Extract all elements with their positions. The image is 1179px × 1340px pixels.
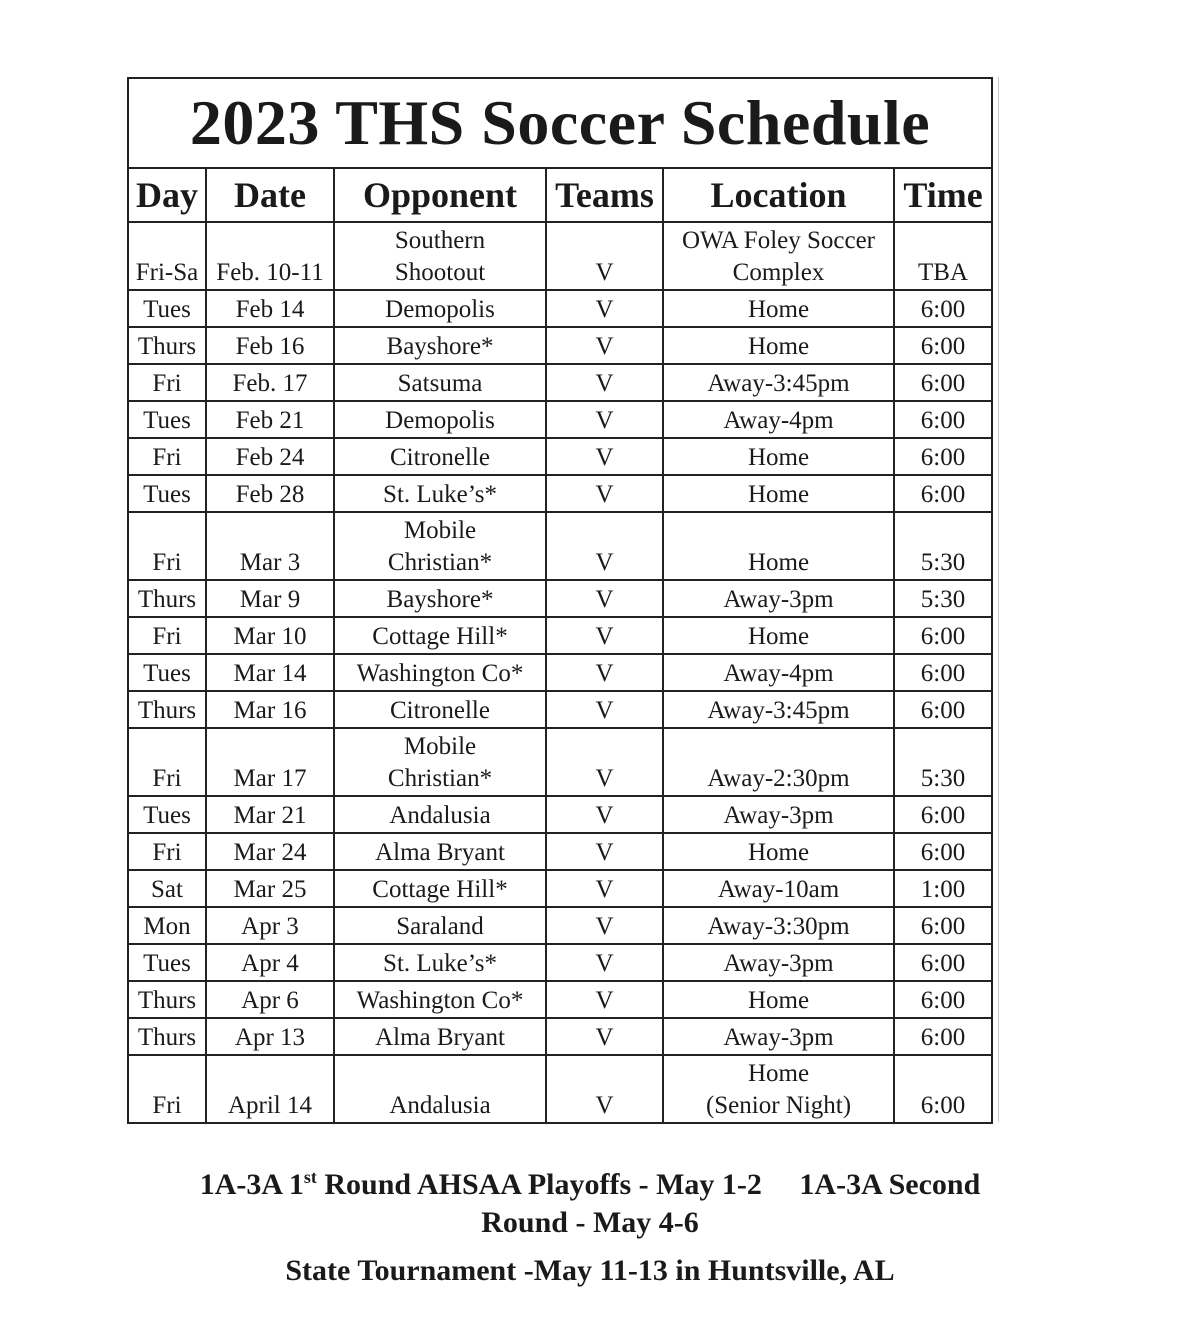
cell-opponent: Bayshore* xyxy=(334,580,546,617)
cell-time: 5:30 xyxy=(894,580,992,617)
cell-date: Feb 14 xyxy=(206,290,334,327)
cell-teams: V xyxy=(546,364,663,401)
cell-day: Thurs xyxy=(128,981,206,1018)
cell-time: 6:00 xyxy=(894,1055,992,1123)
cell-opponent: Washington Co* xyxy=(334,654,546,691)
cell-day: Fri xyxy=(128,1055,206,1123)
cell-time: 6:00 xyxy=(894,1018,992,1055)
cell-location: Home (Senior Night) xyxy=(663,1055,894,1123)
cell-date: Mar 17 xyxy=(206,728,334,796)
cell-opponent: St. Luke’s* xyxy=(334,944,546,981)
cell-opponent: Cottage Hill* xyxy=(334,870,546,907)
table-row xyxy=(128,580,992,617)
cell-day: Tues xyxy=(128,475,206,512)
cell-day: Thurs xyxy=(128,1018,206,1055)
cell-day: Tues xyxy=(128,796,206,833)
cell-teams: V xyxy=(546,944,663,981)
cell-opponent: Demopolis xyxy=(334,290,546,327)
table-row xyxy=(128,944,992,981)
cell-time: 5:30 xyxy=(894,512,992,580)
cell-date: Mar 25 xyxy=(206,870,334,907)
cell-time: TBA xyxy=(894,222,992,290)
table-row xyxy=(128,327,992,364)
cell-opponent: Southern Shootout xyxy=(334,222,546,290)
playoffs-line1a: 1A-3A 1 xyxy=(199,1168,304,1201)
cell-opponent: Citronelle xyxy=(334,438,546,475)
cell-time: 6:00 xyxy=(894,401,992,438)
cell-day: Fri xyxy=(128,728,206,796)
cell-date: Mar 14 xyxy=(206,654,334,691)
table-row xyxy=(128,728,992,796)
cell-location: Home xyxy=(663,512,894,580)
table-row xyxy=(128,475,992,512)
cell-opponent: Andalusia xyxy=(334,1055,546,1123)
cell-time: 1:00 xyxy=(894,870,992,907)
cell-location: Away-4pm xyxy=(663,654,894,691)
header-opponent: Opponent xyxy=(334,168,546,222)
cell-teams: V xyxy=(546,512,663,580)
cell-day: Mon xyxy=(128,907,206,944)
table-row xyxy=(128,796,992,833)
cell-date: Apr 6 xyxy=(206,981,334,1018)
playoffs-line2: Round - May 4-6 xyxy=(481,1206,699,1239)
cell-date: Mar 10 xyxy=(206,617,334,654)
playoffs-line1b: Round AHSAA Playoffs - May 1-2 1A-3A Second xyxy=(316,1168,981,1201)
cell-date: Feb. 10-11 xyxy=(206,222,334,290)
cell-location: Away-3pm xyxy=(663,580,894,617)
cell-opponent: Mobile Christian* xyxy=(334,728,546,796)
cell-date: Feb. 17 xyxy=(206,364,334,401)
table-row xyxy=(128,512,992,580)
cell-opponent: Andalusia xyxy=(334,796,546,833)
cell-opponent: Saraland xyxy=(334,907,546,944)
cell-location: Away-3pm xyxy=(663,1018,894,1055)
playoffs-sup: st xyxy=(303,1167,317,1187)
playoffs-note xyxy=(140,1166,1040,1242)
table-row xyxy=(128,401,992,438)
cell-teams: V xyxy=(546,1055,663,1123)
cell-opponent: Cottage Hill* xyxy=(334,617,546,654)
cell-time: 6:00 xyxy=(894,907,992,944)
cell-location: Home xyxy=(663,438,894,475)
cell-date: Mar 9 xyxy=(206,580,334,617)
cell-location: Away-3:45pm xyxy=(663,691,894,728)
cell-location: Away-3:45pm xyxy=(663,364,894,401)
cell-date: Feb 24 xyxy=(206,438,334,475)
cell-teams: V xyxy=(546,691,663,728)
table-row xyxy=(128,290,992,327)
cell-date: Apr 13 xyxy=(206,1018,334,1055)
cell-teams: V xyxy=(546,580,663,617)
cell-location: Home xyxy=(663,327,894,364)
cell-teams: V xyxy=(546,728,663,796)
cell-date: Feb 21 xyxy=(206,401,334,438)
cell-teams: V xyxy=(546,981,663,1018)
table-row xyxy=(128,1018,992,1055)
cell-teams: V xyxy=(546,617,663,654)
cell-date: Mar 16 xyxy=(206,691,334,728)
cell-day: Fri xyxy=(128,364,206,401)
cell-opponent: Alma Bryant xyxy=(334,1018,546,1055)
cell-date: Feb 16 xyxy=(206,327,334,364)
cell-time: 6:00 xyxy=(894,475,992,512)
cell-day: Fri xyxy=(128,512,206,580)
cell-teams: V xyxy=(546,327,663,364)
cell-opponent: Mobile Christian* xyxy=(334,512,546,580)
cell-date: Mar 24 xyxy=(206,833,334,870)
cell-location: Home xyxy=(663,833,894,870)
cell-opponent: Bayshore* xyxy=(334,327,546,364)
cell-time: 6:00 xyxy=(894,796,992,833)
cell-time: 6:00 xyxy=(894,654,992,691)
cell-day: Tues xyxy=(128,944,206,981)
table-row xyxy=(128,222,992,290)
cell-location: Away-2:30pm xyxy=(663,728,894,796)
table-row xyxy=(128,981,992,1018)
cell-time: 6:00 xyxy=(894,691,992,728)
table-row xyxy=(128,438,992,475)
cell-day: Thurs xyxy=(128,327,206,364)
table-row xyxy=(128,870,992,907)
header-teams: Teams xyxy=(546,168,663,222)
table-row xyxy=(128,691,992,728)
cell-teams: V xyxy=(546,796,663,833)
cell-teams: V xyxy=(546,401,663,438)
page-title: 2023 THS Soccer Schedule xyxy=(128,78,992,168)
cell-teams: V xyxy=(546,475,663,512)
table-row xyxy=(128,364,992,401)
cell-opponent: Satsuma xyxy=(334,364,546,401)
header-location: Location xyxy=(663,168,894,222)
cell-location: Home xyxy=(663,981,894,1018)
cell-date: Apr 3 xyxy=(206,907,334,944)
cell-day: Fri xyxy=(128,833,206,870)
table-row xyxy=(128,617,992,654)
cell-teams: V xyxy=(546,870,663,907)
cell-location: Home xyxy=(663,475,894,512)
cell-teams: V xyxy=(546,833,663,870)
cell-time: 6:00 xyxy=(894,944,992,981)
cell-time: 6:00 xyxy=(894,833,992,870)
cell-teams: V xyxy=(546,222,663,290)
cell-day: Thurs xyxy=(128,691,206,728)
cell-day: Thurs xyxy=(128,580,206,617)
cell-date: Feb 28 xyxy=(206,475,334,512)
header-day: Day xyxy=(128,168,206,222)
cell-opponent: Washington Co* xyxy=(334,981,546,1018)
cell-location: Home xyxy=(663,290,894,327)
cell-time: 6:00 xyxy=(894,617,992,654)
cell-time: 5:30 xyxy=(894,728,992,796)
schedule-table xyxy=(127,77,993,1124)
cell-day: Tues xyxy=(128,654,206,691)
state-tournament-note: State Tournament -May 11-13 in Huntsville, AL xyxy=(285,1254,895,1287)
cell-location: OWA Foley Soccer Complex xyxy=(663,222,894,290)
cell-teams: V xyxy=(546,1018,663,1055)
cell-day: Fri xyxy=(128,438,206,475)
cell-date: Mar 3 xyxy=(206,512,334,580)
cell-location: Away-3:30pm xyxy=(663,907,894,944)
cell-teams: V xyxy=(546,438,663,475)
cell-teams: V xyxy=(546,290,663,327)
header-date: Date xyxy=(206,168,334,222)
cell-location: Home xyxy=(663,617,894,654)
cell-teams: V xyxy=(546,654,663,691)
header-row xyxy=(128,168,992,222)
cell-location: Away-4pm xyxy=(663,401,894,438)
cell-day: Fri xyxy=(128,617,206,654)
table-row xyxy=(128,907,992,944)
cell-opponent: St. Luke’s* xyxy=(334,475,546,512)
cell-opponent: Citronelle xyxy=(334,691,546,728)
cell-time: 6:00 xyxy=(894,438,992,475)
cell-opponent: Alma Bryant xyxy=(334,833,546,870)
cell-teams: V xyxy=(546,907,663,944)
cell-day: Fri-Sa xyxy=(128,222,206,290)
cell-date: Mar 21 xyxy=(206,796,334,833)
cell-location: Away-3pm xyxy=(663,944,894,981)
cell-time: 6:00 xyxy=(894,364,992,401)
cell-location: Away-3pm xyxy=(663,796,894,833)
cell-time: 6:00 xyxy=(894,290,992,327)
cell-time: 6:00 xyxy=(894,981,992,1018)
cell-date: April 14 xyxy=(206,1055,334,1123)
table-row xyxy=(128,833,992,870)
cell-time: 6:00 xyxy=(894,327,992,364)
table-row xyxy=(128,1055,992,1123)
cell-day: Sat xyxy=(128,870,206,907)
cell-date: Apr 4 xyxy=(206,944,334,981)
cell-opponent: Demopolis xyxy=(334,401,546,438)
table-row xyxy=(128,654,992,691)
header-time: Time xyxy=(894,168,992,222)
cell-location: Away-10am xyxy=(663,870,894,907)
cell-day: Tues xyxy=(128,290,206,327)
cell-day: Tues xyxy=(128,401,206,438)
